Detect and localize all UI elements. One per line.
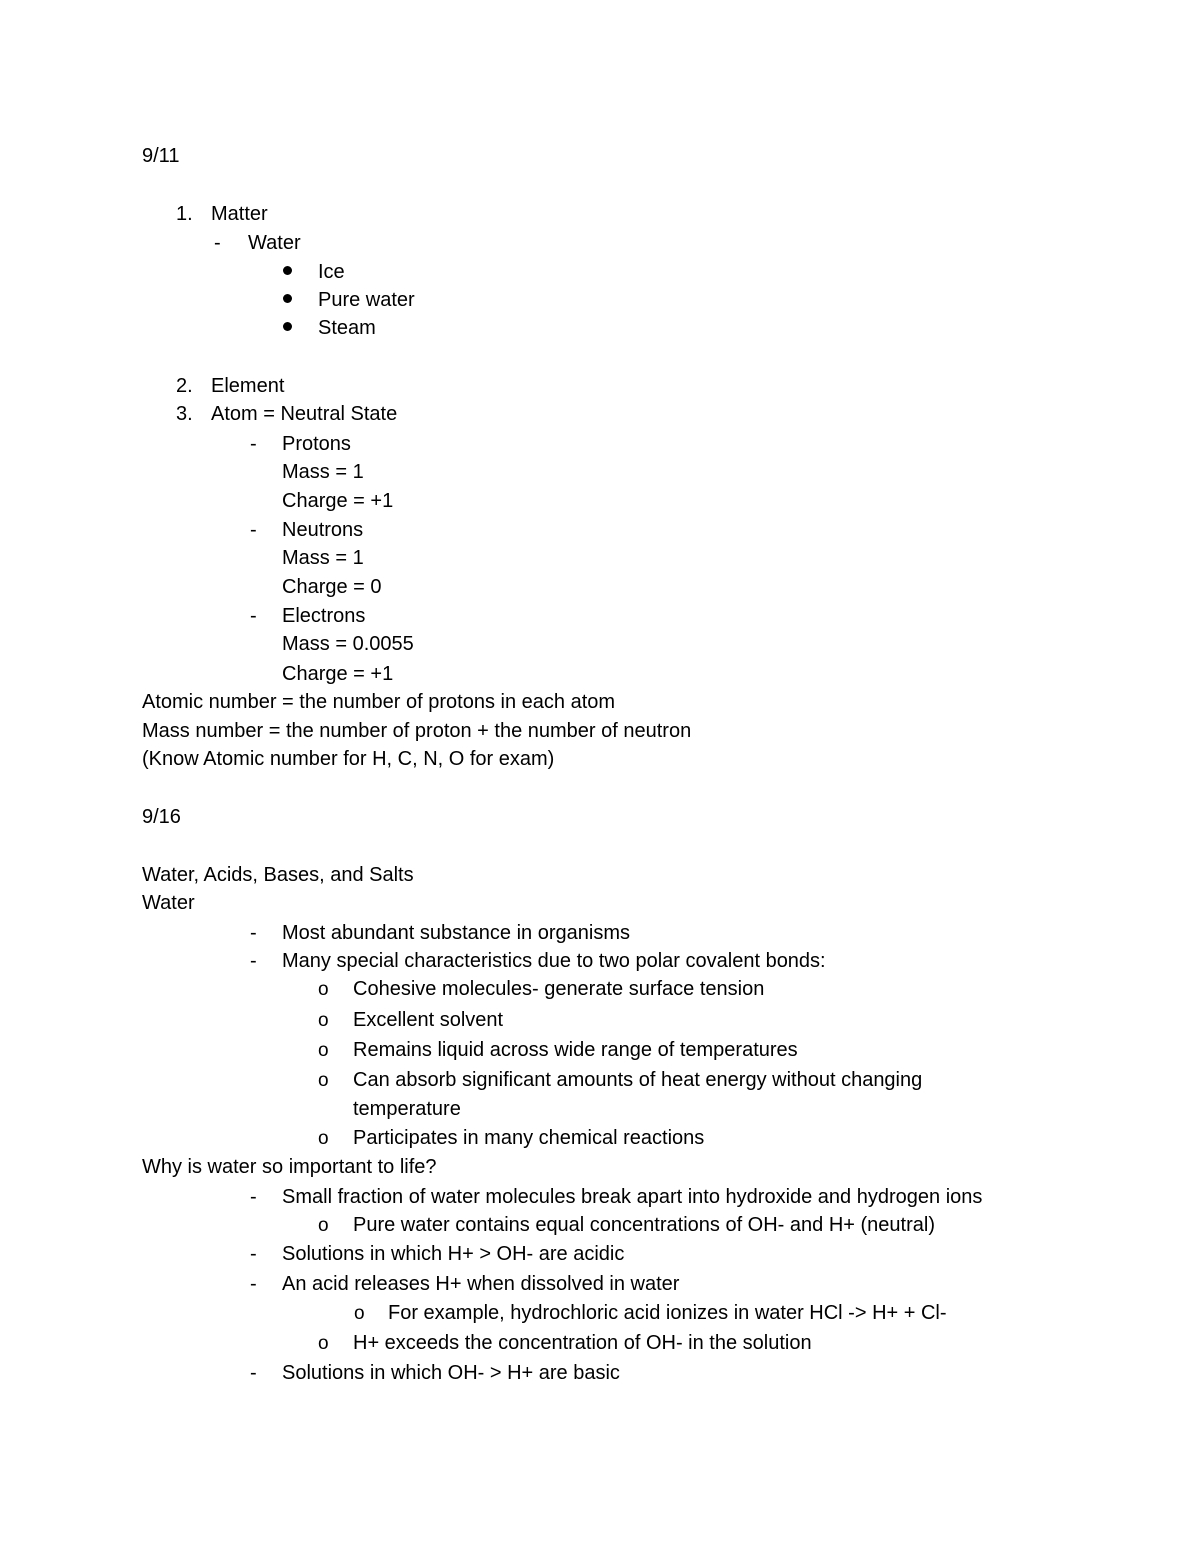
water-point: Many special characteristics due to two polar covalent bonds: <box>282 950 826 972</box>
characteristic-item: Cohesive molecules- generate surface tension <box>353 978 765 1000</box>
dash-marker: - <box>250 433 257 455</box>
characteristic-item: Can absorb significant amounts of heat energy without changing <box>353 1069 923 1091</box>
list-number: 1. <box>176 203 193 225</box>
list-number: 2. <box>176 375 193 397</box>
particle-charge: Charge = +1 <box>282 663 394 685</box>
dash-marker: - <box>250 1186 257 1208</box>
bullet-icon <box>283 322 292 331</box>
particle-charge: Charge = +1 <box>282 490 394 512</box>
answer-point: An acid releases H+ when dissolved in water <box>282 1273 680 1295</box>
dash-marker: - <box>250 1273 257 1295</box>
circle-bullet-icon: o <box>318 1010 329 1031</box>
particle-mass: Mass = 0.0055 <box>282 633 414 655</box>
characteristic-item: Participates in many chemical reactions <box>353 1127 705 1149</box>
circle-bullet-icon: o <box>318 1215 329 1236</box>
dash-marker: - <box>250 950 257 972</box>
bullet-icon <box>283 266 292 275</box>
date-heading: 9/16 <box>142 806 181 828</box>
characteristic-wrap: temperature <box>353 1098 461 1120</box>
dash-marker: - <box>250 1243 257 1265</box>
particle-mass: Mass = 1 <box>282 461 364 483</box>
dash-marker: - <box>250 1362 257 1384</box>
list-item-matter: Matter <box>211 203 268 225</box>
bullet-item: Ice <box>318 261 345 283</box>
bullet-item: Steam <box>318 317 376 339</box>
particle-mass: Mass = 1 <box>282 547 364 569</box>
circle-bullet-icon: o <box>354 1303 365 1324</box>
particle-name: Protons <box>282 433 351 455</box>
answer-subpoint: Pure water contains equal concentrations of OH- and H+ (neutral) <box>353 1214 935 1236</box>
answer-example: For example, hydrochloric acid ionizes in water HCl -> H+ + Cl- <box>388 1302 947 1324</box>
answer-point: Solutions in which OH- > H+ are basic <box>282 1362 620 1384</box>
list-item-atom: Atom = Neutral State <box>211 403 398 425</box>
circle-bullet-icon: o <box>318 1333 329 1354</box>
circle-bullet-icon: o <box>318 1128 329 1149</box>
circle-bullet-icon: o <box>318 979 329 1000</box>
dash-marker: - <box>250 519 257 541</box>
circle-bullet-icon: o <box>318 1040 329 1061</box>
definition-line: Mass number = the number of proton + the number of neutron <box>142 720 692 742</box>
question-heading: Why is water so important to life? <box>142 1156 437 1178</box>
answer-point: Small fraction of water molecules break apart into hydroxide and hydrogen ions <box>282 1186 983 1208</box>
definition-line: (Know Atomic number for H, C, N, O for exam) <box>142 748 555 770</box>
answer-point: Solutions in which H+ > OH- are acidic <box>282 1243 625 1265</box>
bullet-item: Pure water <box>318 289 415 311</box>
particle-name: Neutrons <box>282 519 364 541</box>
characteristic-item: Excellent solvent <box>353 1009 504 1031</box>
circle-bullet-icon: o <box>318 1070 329 1091</box>
list-item-water: Water <box>248 232 301 254</box>
water-point: Most abundant substance in organisms <box>282 922 630 944</box>
bullet-icon <box>283 294 292 303</box>
particle-charge: Charge = 0 <box>282 576 382 598</box>
dash-marker: - <box>214 232 221 254</box>
topic-heading: Water, Acids, Bases, and Salts <box>142 864 414 886</box>
water-heading: Water <box>142 892 195 914</box>
list-number: 3. <box>176 403 193 425</box>
characteristic-item: Remains liquid across wide range of temperatures <box>353 1039 798 1061</box>
list-item-element: Element <box>211 375 285 397</box>
particle-name: Electrons <box>282 605 366 627</box>
answer-subpoint: H+ exceeds the concentration of OH- in the solution <box>353 1332 812 1354</box>
dash-marker: - <box>250 922 257 944</box>
dash-marker: - <box>250 605 257 627</box>
definition-line: Atomic number = the number of protons in each atom <box>142 691 616 713</box>
date-heading: 9/11 <box>142 145 180 167</box>
